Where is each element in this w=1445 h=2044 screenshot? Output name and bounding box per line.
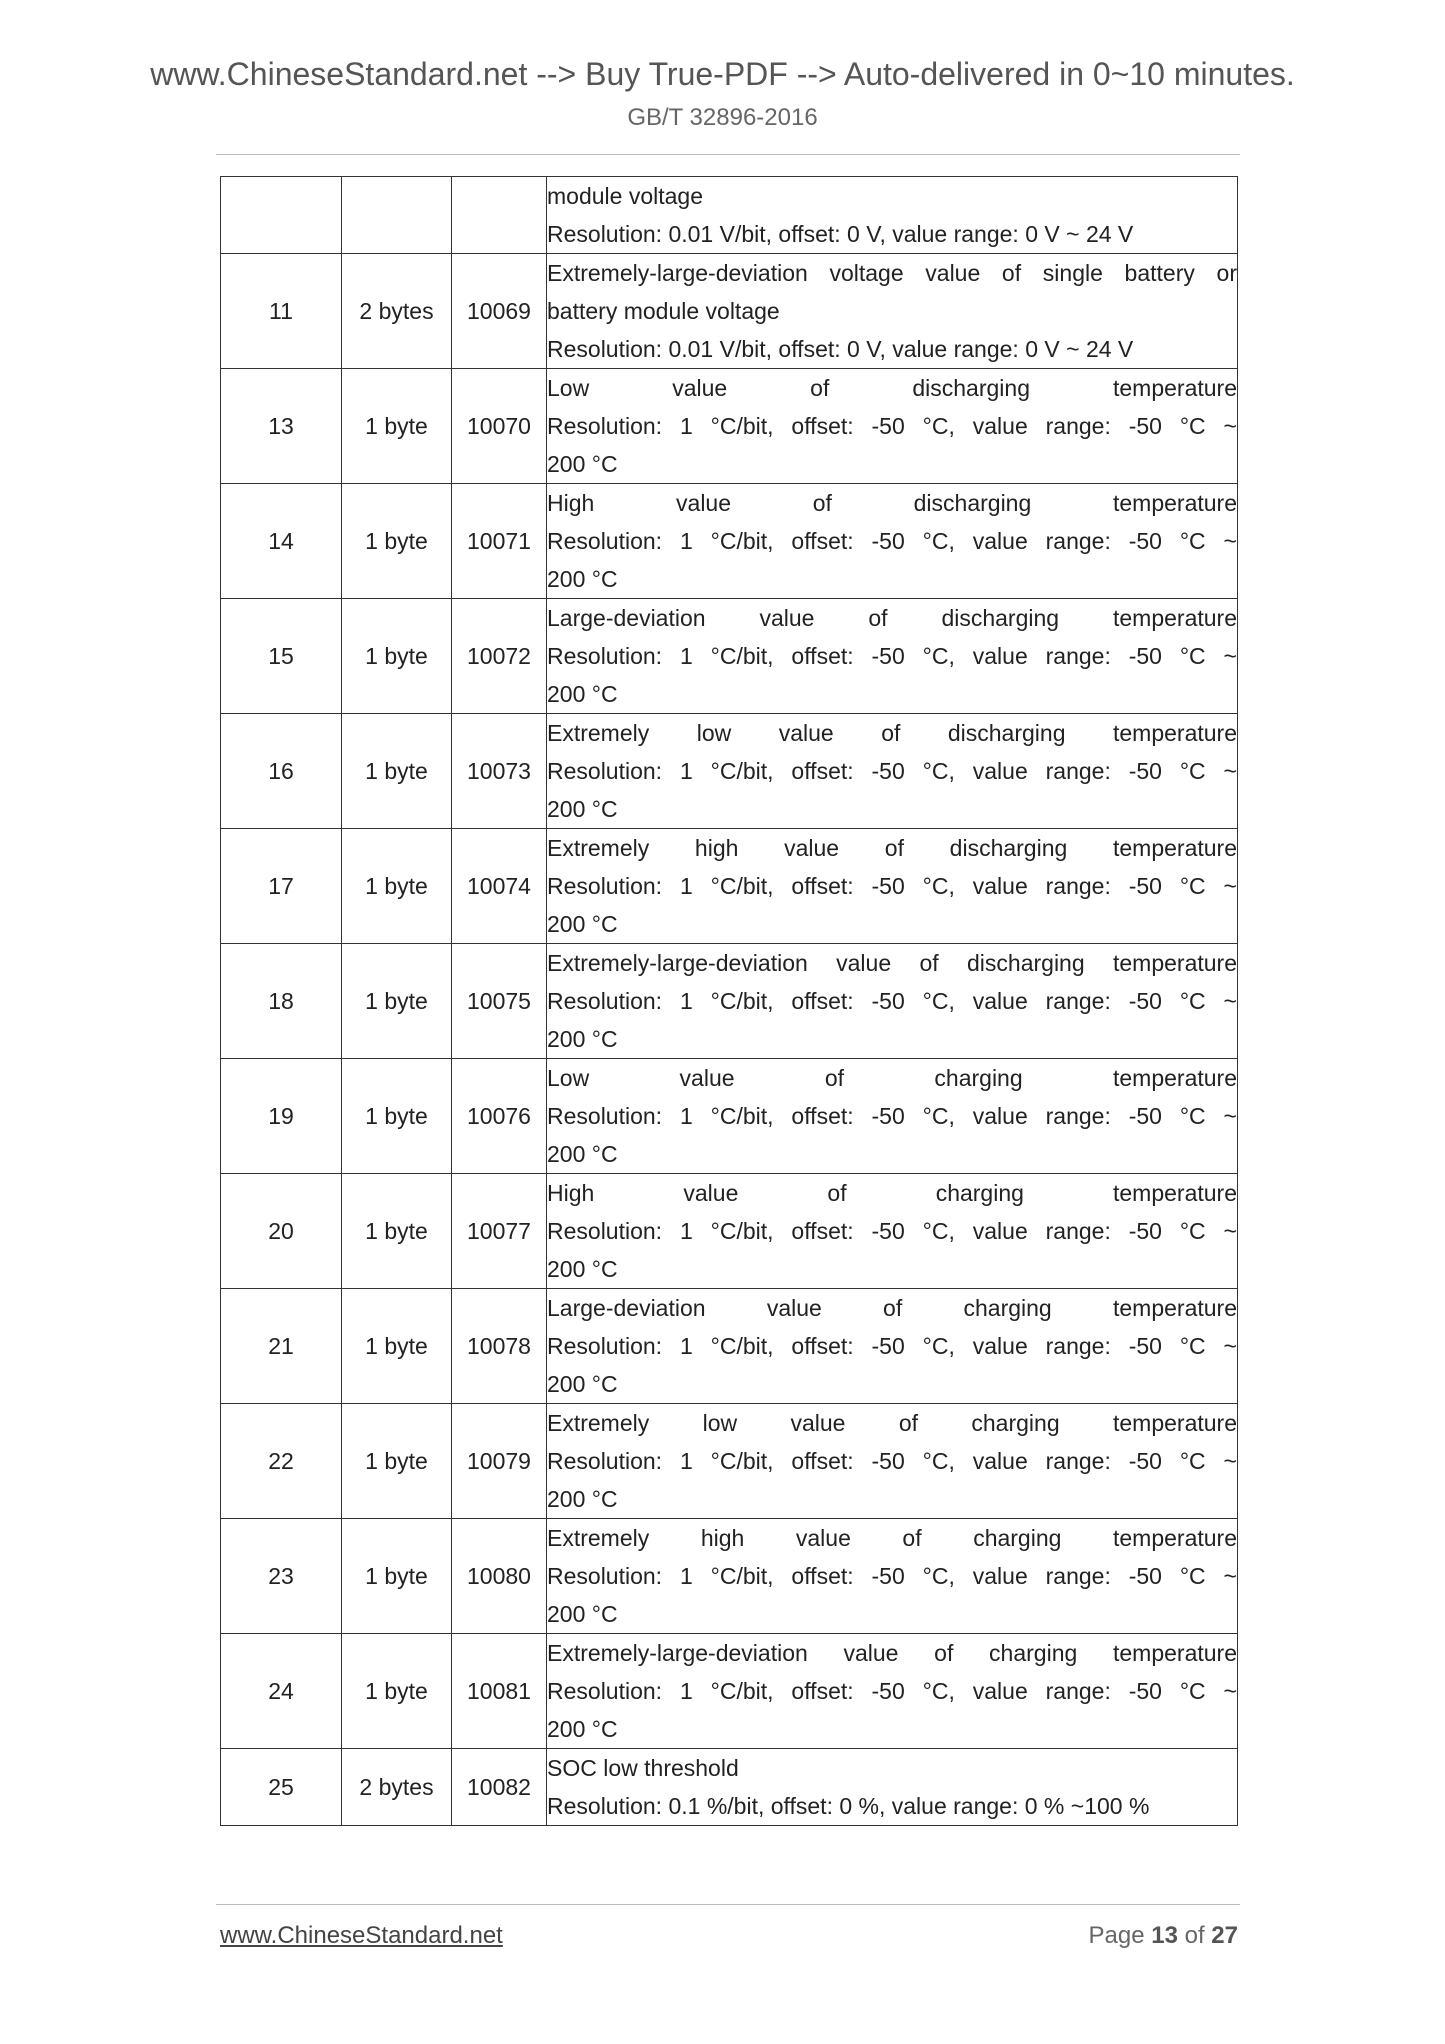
data-length [342,177,452,254]
data-length: 1 byte [342,944,452,1059]
description-line: 200 °C [547,1601,618,1627]
description-line: Resolution: 1 °C/bit, offset: -50 °C, value range: -50 °C ~ [547,1678,1237,1704]
description-line: Resolution: 1 °C/bit, offset: -50 °C, value range: -50 °C ~ [547,528,1237,554]
parameter-description [547,714,1238,829]
description-line: Large-deviation value of discharging temperature [547,605,1237,631]
description-line: Extremely high value of charging temperature [547,1525,1237,1551]
parameter-description [547,254,1238,369]
data-length: 1 byte [342,1174,452,1289]
data-length: 1 byte [342,829,452,944]
description-line: 200 °C [547,566,618,592]
description-line: module voltage [547,183,703,209]
parameter-description [547,829,1238,944]
parameter-id: 10071 [452,484,547,599]
table-row [221,177,1238,254]
description-line: Extremely low value of charging temperature [547,1410,1237,1436]
row-number: 16 [221,714,342,829]
page-indicator [1089,1922,1239,1950]
description-line: Resolution: 0.1 %/bit, offset: 0 %, value range: 0 % ~100 % [547,1793,1150,1819]
table-row [221,714,1238,829]
row-number: 11 [221,254,342,369]
table-row [221,944,1238,1059]
description-line: battery module voltage [547,298,780,324]
description-line: Extremely-large-deviation value of charging temperature [547,1640,1237,1666]
description-line: Low value of charging temperature [547,1065,1237,1091]
row-number: 18 [221,944,342,1059]
parameter-description [547,1289,1238,1404]
data-length: 1 byte [342,1634,452,1749]
description-line: Resolution: 1 °C/bit, offset: -50 °C, value range: -50 °C ~ [547,758,1237,784]
description-line: Resolution: 1 °C/bit, offset: -50 °C, value range: -50 °C ~ [547,988,1237,1014]
description-line: 200 °C [547,1141,618,1167]
row-number: 14 [221,484,342,599]
description-line: 200 °C [547,451,618,477]
table-row [221,1404,1238,1519]
table-row [221,829,1238,944]
data-length: 1 byte [342,1059,452,1174]
data-length: 2 bytes [342,1749,452,1826]
parameter-id [452,177,547,254]
description-line: Resolution: 1 °C/bit, offset: -50 °C, value range: -50 °C ~ [547,1448,1237,1474]
parameter-table [220,176,1238,1826]
table-row [221,1749,1238,1826]
parameter-id: 10078 [452,1289,547,1404]
row-number: 23 [221,1519,342,1634]
parameter-id: 10072 [452,599,547,714]
description-line: 200 °C [547,681,618,707]
page-total: 27 [1211,1922,1238,1949]
standard-number: GB/T 32896-2016 [627,104,818,131]
description-line: 200 °C [547,911,618,937]
row-number [221,177,342,254]
row-number: 25 [221,1749,342,1826]
row-number: 22 [221,1404,342,1519]
parameter-id: 10077 [452,1174,547,1289]
description-line: SOC low threshold [547,1755,739,1781]
data-length: 2 bytes [342,254,452,369]
description-line: Resolution: 1 °C/bit, offset: -50 °C, value range: -50 °C ~ [547,1333,1237,1359]
parameter-description [547,177,1238,254]
parameter-id: 10076 [452,1059,547,1174]
parameter-id: 10070 [452,369,547,484]
description-line: High value of charging temperature [547,1180,1237,1206]
description-line: Resolution: 0.01 V/bit, offset: 0 V, value range: 0 V ~ 24 V [547,221,1134,247]
description-line: High value of discharging temperature [547,490,1237,516]
description-line: Resolution: 1 °C/bit, offset: -50 °C, value range: -50 °C ~ [547,1103,1237,1129]
parameter-id: 10081 [452,1634,547,1749]
row-number: 17 [221,829,342,944]
data-length: 1 byte [342,1519,452,1634]
description-line: 200 °C [547,796,618,822]
row-number: 20 [221,1174,342,1289]
parameter-id: 10075 [452,944,547,1059]
header-divider [216,154,1240,155]
row-number: 15 [221,599,342,714]
description-line: Resolution: 1 °C/bit, offset: -50 °C, value range: -50 °C ~ [547,413,1237,439]
description-line: Resolution: 0.01 V/bit, offset: 0 V, value range: 0 V ~ 24 V [547,336,1134,362]
description-line: 200 °C [547,1486,618,1512]
table-row [221,599,1238,714]
description-line: 200 °C [547,1716,618,1742]
description-line: Resolution: 1 °C/bit, offset: -50 °C, value range: -50 °C ~ [547,1563,1237,1589]
row-number: 21 [221,1289,342,1404]
page-prefix: Page [1088,1922,1145,1949]
data-length: 1 byte [342,484,452,599]
parameter-description [547,1749,1238,1826]
parameter-description [547,1059,1238,1174]
description-line: Resolution: 1 °C/bit, offset: -50 °C, value range: -50 °C ~ [547,873,1237,899]
table-row [221,369,1238,484]
table-row [221,1634,1238,1749]
footer-divider [216,1904,1240,1905]
parameter-description [547,1174,1238,1289]
row-number: 13 [221,369,342,484]
parameter-description [547,484,1238,599]
description-line: Extremely high value of discharging temperature [547,835,1237,861]
page-of: of [1184,1922,1205,1949]
description-line: Resolution: 1 °C/bit, offset: -50 °C, value range: -50 °C ~ [547,643,1237,669]
description-line: Extremely-large-deviation value of discharging temperature [547,950,1237,976]
parameter-description [547,944,1238,1059]
parameter-id: 10074 [452,829,547,944]
parameter-id: 10080 [452,1519,547,1634]
parameter-id: 10079 [452,1404,547,1519]
parameter-id: 10082 [452,1749,547,1826]
description-line: Low value of discharging temperature [547,375,1237,401]
page-current: 13 [1151,1922,1178,1949]
parameter-description [547,369,1238,484]
footer-site-link[interactable]: www.ChineseStandard.net [220,1922,503,1949]
parameter-description [547,599,1238,714]
data-length: 1 byte [342,1404,452,1519]
description-line: Large-deviation value of charging temperature [547,1295,1237,1321]
table-row [221,1519,1238,1634]
description-line: Resolution: 1 °C/bit, offset: -50 °C, value range: -50 °C ~ [547,1218,1237,1244]
header-banner: www.ChineseStandard.net --> Buy True-PDF --> Auto-delivered in 0~10 minutes. [150,56,1295,92]
parameter-description [547,1519,1238,1634]
description-line: 200 °C [547,1371,618,1397]
data-length: 1 byte [342,1289,452,1404]
description-line: Extremely low value of discharging temperature [547,720,1237,746]
table-row [221,1059,1238,1174]
data-length: 1 byte [342,369,452,484]
data-length: 1 byte [342,714,452,829]
data-length: 1 byte [342,599,452,714]
parameter-id: 10069 [452,254,547,369]
parameter-description [547,1404,1238,1519]
description-line: 200 °C [547,1256,618,1282]
table-row [221,254,1238,369]
parameter-id: 10073 [452,714,547,829]
row-number: 19 [221,1059,342,1174]
table-row [221,1289,1238,1404]
description-line: 200 °C [547,1026,618,1052]
row-number: 24 [221,1634,342,1749]
table-row [221,1174,1238,1289]
description-line: Extremely-large-deviation voltage value of single battery or [547,260,1237,286]
parameter-description [547,1634,1238,1749]
table-row [221,484,1238,599]
